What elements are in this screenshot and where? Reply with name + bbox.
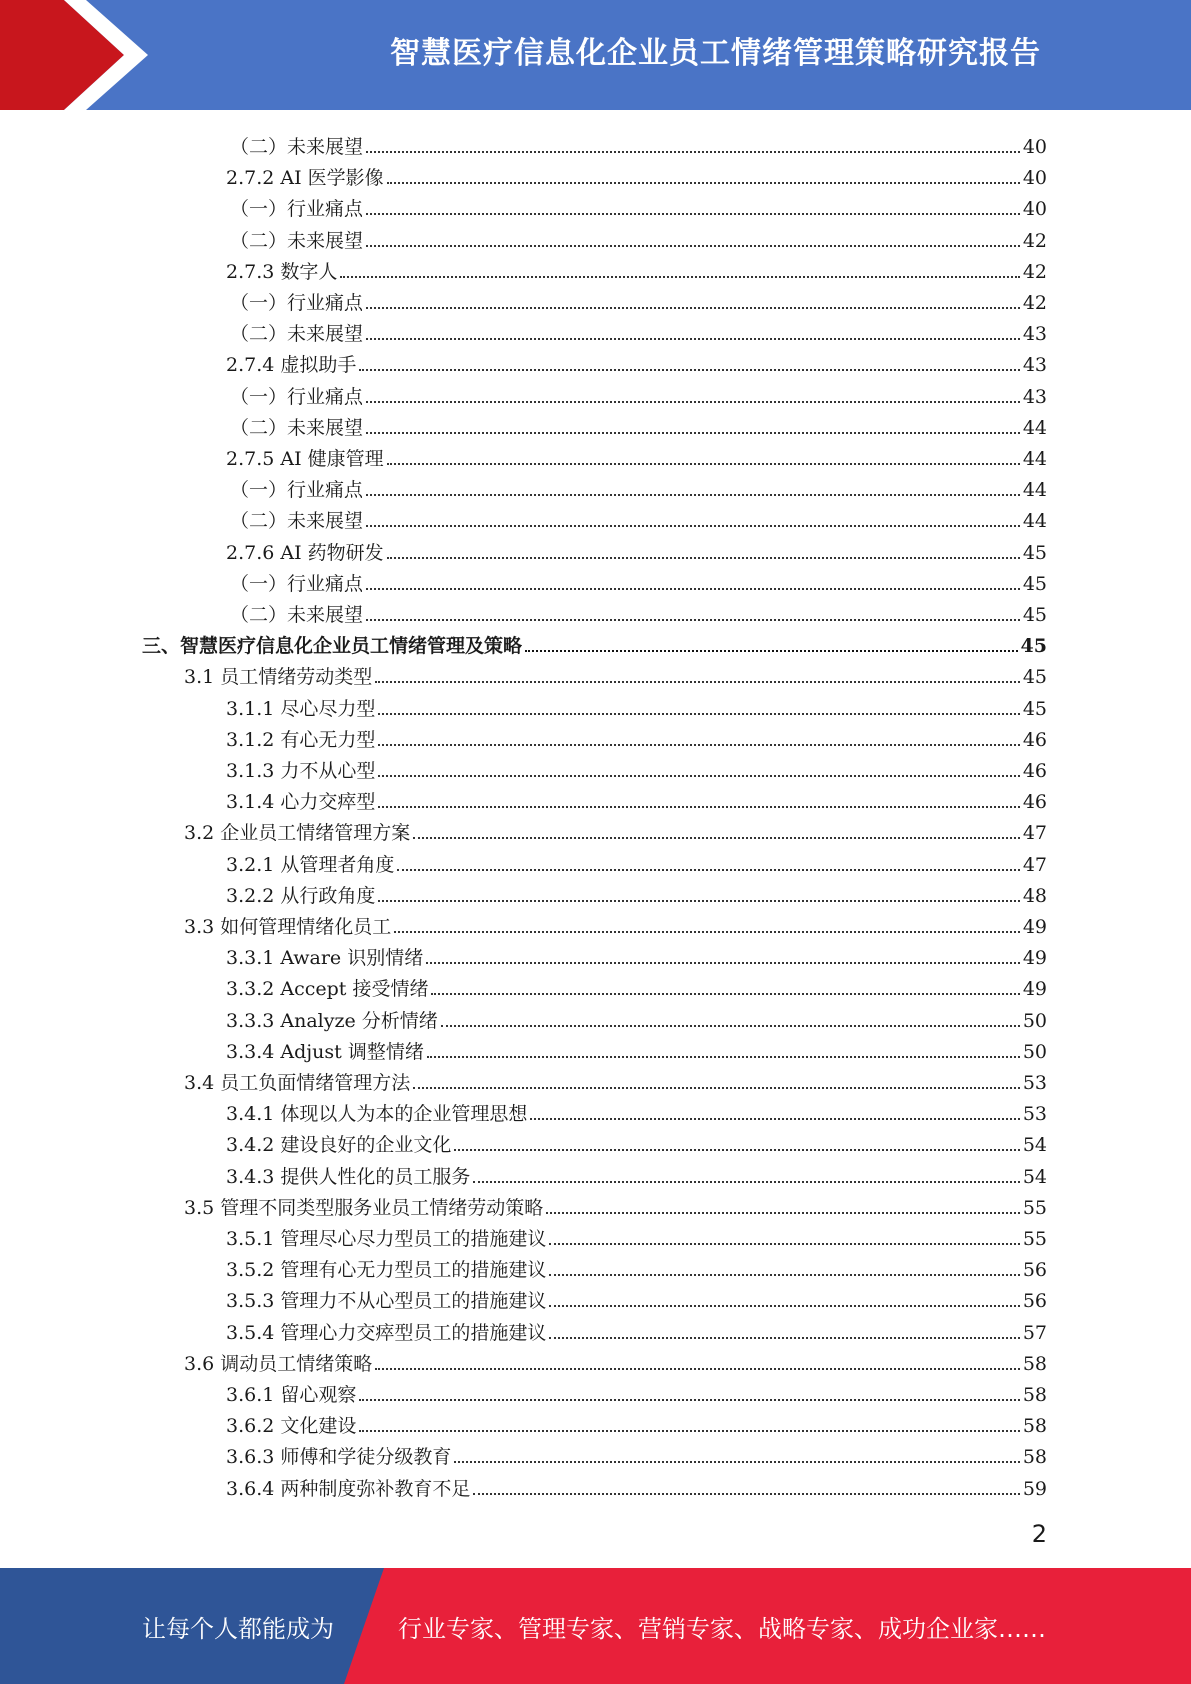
toc-entry (184, 814, 1047, 845)
toc-dot-leader (359, 1399, 1019, 1401)
toc-entry-page: 44 (1022, 448, 1047, 470)
toc-entry (226, 1407, 1047, 1438)
toc-dot-leader (378, 900, 1019, 902)
toc-entry (230, 471, 1047, 502)
toc-entry-page: 42 (1022, 260, 1047, 283)
toc-dot-leader (366, 525, 1020, 527)
toc-entry (230, 190, 1047, 221)
toc-entry-page: 49 (1022, 978, 1047, 1001)
toc-dot-leader (427, 1056, 1020, 1058)
toc-dot-leader (546, 1212, 1020, 1214)
toc-entry-page: 58 (1022, 1446, 1047, 1469)
toc-dot-leader (366, 494, 1020, 496)
toc-dot-leader (366, 213, 1020, 215)
toc-chapter-entry (142, 627, 1047, 658)
toc-entry (230, 596, 1047, 627)
toc-entry (226, 159, 1047, 190)
toc-entry-page: 54 (1022, 1134, 1047, 1157)
toc-dot-leader (549, 1305, 1019, 1307)
toc-entry (226, 752, 1047, 783)
toc-entry (226, 783, 1047, 814)
toc-entry-page: 42 (1022, 292, 1047, 314)
toc-entry (226, 877, 1047, 908)
toc-entry-label: 3.4.2 建设良好的企业文化 (226, 1134, 452, 1157)
toc-entry-label: 3.3.3 Analyze 分析情绪 (226, 1009, 438, 1032)
page-header (0, 0, 1191, 110)
footer-slogan-right: 行业专家、管理专家、营销专家、战略专家、成功企业家…… (398, 1614, 1046, 1643)
toc-dot-leader (441, 1025, 1020, 1027)
toc-entry-label: 3.2.2 从行政角度 (226, 884, 376, 907)
toc-dot-leader (426, 962, 1020, 964)
toc-entry (230, 378, 1047, 409)
toc-entry-label: （一）行业痛点 (230, 385, 364, 408)
toc-entry (226, 534, 1047, 565)
toc-dot-leader (366, 432, 1020, 434)
toc-entry (226, 1002, 1047, 1033)
toc-entry-label: 3.5 管理不同类型服务业员工情绪劳动策略 (184, 1196, 544, 1219)
toc-entry (226, 346, 1047, 377)
toc-entry-page: 55 (1022, 1196, 1047, 1219)
toc-entry-page: 44 (1022, 479, 1047, 502)
toc-entry (226, 1126, 1047, 1157)
toc-entry-page: 58 (1022, 1415, 1047, 1438)
toc-entry-label: 3.1 员工情绪劳动类型 (184, 666, 373, 689)
toc-entry-label: 2.7.6 AI 药物研发 (226, 541, 384, 564)
toc-entry-page: 45 (1022, 666, 1047, 689)
toc-dot-leader (366, 307, 1020, 309)
toc-entry-label: 2.7.2 AI 医学影像 (226, 167, 384, 190)
toc-dot-leader (413, 1087, 1020, 1089)
toc-dot-leader (378, 713, 1019, 715)
toc-entry-page: 58 (1022, 1384, 1047, 1406)
toc-entry-label: 2.7.3 数字人 (226, 260, 338, 283)
toc-entry-page: 45 (1022, 541, 1047, 564)
toc-entry-label: 3.6.2 文化建设 (226, 1415, 357, 1438)
toc-entry-page: 45 (1022, 572, 1047, 595)
toc-entry-label: 3.3 如何管理情绪化员工 (184, 916, 392, 938)
toc-entry-label: 3.5.1 管理尽心尽力型员工的措施建议 (226, 1228, 547, 1250)
toc-dot-leader (366, 588, 1020, 590)
toc-dot-leader (378, 806, 1019, 808)
toc-entry-page: 42 (1022, 229, 1047, 252)
toc-entry-label: 3.4.1 体现以人为本的企业管理思想 (226, 1103, 528, 1126)
toc-entry (230, 502, 1047, 533)
toc-entry-label: （二）未来展望 (230, 604, 364, 626)
toc-dot-leader (549, 1337, 1019, 1339)
toc-entry-page: 50 (1022, 1009, 1047, 1032)
toc-entry (226, 1220, 1047, 1251)
toc-dot-leader (340, 276, 1019, 278)
toc-dot-leader (530, 1118, 1019, 1120)
toc-entry-page: 46 (1022, 728, 1047, 751)
toc-dot-leader (366, 151, 1020, 153)
toc-entry (226, 690, 1047, 721)
toc-entry-page: 57 (1022, 1321, 1047, 1344)
toc-entry-page: 49 (1022, 916, 1047, 938)
toc-entry-page: 53 (1022, 1103, 1047, 1126)
toc-entry (230, 315, 1047, 346)
toc-entry (226, 1095, 1047, 1126)
toc-entry-label: 三、智慧医疗信息化企业员工情绪管理及策略 (142, 635, 523, 658)
toc-dot-leader (375, 1368, 1020, 1370)
toc-entry (226, 253, 1047, 284)
toc-entry (230, 128, 1047, 159)
footer-slogan-left: 让每个人都能成为 (142, 1614, 334, 1643)
toc-entry-label: 3.6.4 两种制度弥补教育不足 (226, 1477, 471, 1500)
toc-dot-leader (394, 931, 1020, 933)
toc-entry (184, 1064, 1047, 1095)
toc-dot-leader (359, 1430, 1019, 1432)
toc-entry-page: 45 (1022, 604, 1047, 626)
toc-entry-label: （一）行业痛点 (230, 292, 364, 314)
toc-entry-label: 3.2.1 从管理者角度 (226, 853, 395, 876)
toc-entry-label: 3.2 企业员工情绪管理方案 (184, 822, 411, 845)
toc-dot-leader (387, 557, 1020, 559)
toc-entry (226, 1158, 1047, 1189)
toc-entry-page: 43 (1022, 354, 1047, 377)
toc-entry-page: 56 (1022, 1290, 1047, 1313)
toc-dot-leader (359, 369, 1019, 371)
toc-entry-page: 43 (1022, 323, 1047, 346)
toc-dot-leader (375, 681, 1020, 683)
page-number: 2 (1031, 1520, 1047, 1548)
toc-dot-leader (378, 744, 1019, 746)
toc-entry-label: 3.1.3 力不从心型 (226, 760, 376, 782)
toc-entry-page: 56 (1022, 1259, 1047, 1282)
toc-entry-label: （一）行业痛点 (230, 479, 364, 502)
toc-entry-page: 53 (1022, 1072, 1047, 1094)
toc-entry-page: 55 (1022, 1228, 1047, 1250)
toc-entry (230, 222, 1047, 253)
toc-dot-leader (366, 245, 1020, 247)
toc-entry-page: 58 (1022, 1352, 1047, 1375)
toc-entry-label: 3.1.2 有心无力型 (226, 728, 376, 751)
toc-dot-leader (473, 1493, 1019, 1495)
toc-entry-page: 49 (1022, 947, 1047, 970)
toc-dot-leader (525, 650, 1018, 652)
toc-dot-leader (473, 1181, 1019, 1183)
toc-entry (230, 409, 1047, 440)
toc-entry (226, 970, 1047, 1001)
toc-entry-page: 46 (1022, 760, 1047, 782)
toc-entry-label: 3.3.4 Adjust 调整情绪 (226, 1040, 424, 1063)
toc-dot-leader (397, 869, 1019, 871)
toc-entry-label: 3.6.3 师傅和学徒分级教育 (226, 1446, 452, 1469)
toc-entry-label: 3.5.4 管理心力交瘁型员工的措施建议 (226, 1321, 547, 1344)
toc-entry-page: 44 (1022, 416, 1047, 439)
toc-entry (226, 1438, 1047, 1469)
toc-entry (226, 846, 1047, 877)
toc-entry (226, 1033, 1047, 1064)
toc-entry (184, 908, 1047, 939)
toc-entry-page: 40 (1022, 198, 1047, 221)
document-title: 智慧医疗信息化企业员工情绪管理策略研究报告 (390, 36, 1041, 71)
toc-entry (226, 440, 1047, 471)
toc-entry-label: 3.1.1 尽心尽力型 (226, 697, 376, 720)
toc-entry-label: （二）未来展望 (230, 416, 364, 439)
toc-entry (226, 939, 1047, 970)
toc-entry-label: （二）未来展望 (230, 136, 364, 158)
toc-entry (226, 1314, 1047, 1345)
toc-entry (230, 284, 1047, 315)
toc-dot-leader (366, 401, 1020, 403)
toc-entry-page: 40 (1022, 136, 1047, 158)
toc-entry (226, 721, 1047, 752)
toc-dot-leader (387, 463, 1020, 465)
toc-entry-label: 3.5.3 管理力不从心型员工的措施建议 (226, 1290, 547, 1313)
toc-entry (226, 1282, 1047, 1313)
toc-entry-page: 44 (1022, 510, 1047, 533)
toc-entry-label: （二）未来展望 (230, 323, 364, 346)
toc-entry-page: 48 (1022, 884, 1047, 907)
toc-entry (184, 1189, 1047, 1220)
toc-entry-page: 43 (1022, 385, 1047, 408)
toc-entry-label: （一）行业痛点 (230, 572, 364, 595)
toc-entry-page: 45 (1022, 697, 1047, 720)
toc-entry-label: 2.7.4 虚拟助手 (226, 354, 357, 377)
toc-entry (226, 1376, 1047, 1407)
toc-entry-page: 50 (1022, 1040, 1047, 1063)
toc-entry-label: 3.6.1 留心观察 (226, 1384, 357, 1406)
toc-entry (226, 1251, 1047, 1282)
toc-dot-leader (549, 1274, 1019, 1276)
toc-entry-page: 45 (1020, 635, 1047, 658)
toc-dot-leader (387, 182, 1020, 184)
toc-entry-page: 59 (1022, 1477, 1047, 1500)
toc-dot-leader (378, 775, 1019, 777)
toc-entry (230, 565, 1047, 596)
toc-entry-label: 3.3.1 Aware 识别情绪 (226, 947, 424, 970)
toc-entry-label: 2.7.5 AI 健康管理 (226, 448, 384, 470)
toc-entry (184, 1345, 1047, 1376)
toc-entry-label: 3.3.2 Accept 接受情绪 (226, 978, 429, 1001)
toc-entry-label: 3.4 员工负面情绪管理方法 (184, 1072, 411, 1094)
toc-dot-leader (366, 338, 1020, 340)
toc-dot-leader (454, 1461, 1019, 1463)
toc-entry-label: （二）未来展望 (230, 510, 364, 533)
toc-entry-label: 3.4.3 提供人性化的员工服务 (226, 1165, 471, 1188)
toc-entry-label: 3.1.4 心力交瘁型 (226, 791, 376, 814)
toc-entry (226, 1470, 1047, 1501)
toc-entry-page: 47 (1022, 853, 1047, 876)
toc-entry-page: 46 (1022, 791, 1047, 814)
toc-dot-leader (366, 619, 1020, 621)
toc-entry-label: 3.5.2 管理有心无力型员工的措施建议 (226, 1259, 547, 1282)
toc-entry-page: 47 (1022, 822, 1047, 845)
toc-entry-page: 54 (1022, 1165, 1047, 1188)
page-footer (0, 1568, 1191, 1684)
toc-entry-label: （二）未来展望 (230, 229, 364, 252)
toc-entry-page: 40 (1022, 167, 1047, 190)
toc-dot-leader (454, 1149, 1019, 1151)
toc-dot-leader (431, 993, 1019, 995)
toc-entry-label: 3.6 调动员工情绪策略 (184, 1352, 373, 1375)
toc-dot-leader (549, 1243, 1019, 1245)
toc-entry (184, 658, 1047, 689)
toc-dot-leader (413, 837, 1020, 839)
toc-entry-label: （一）行业痛点 (230, 198, 364, 221)
